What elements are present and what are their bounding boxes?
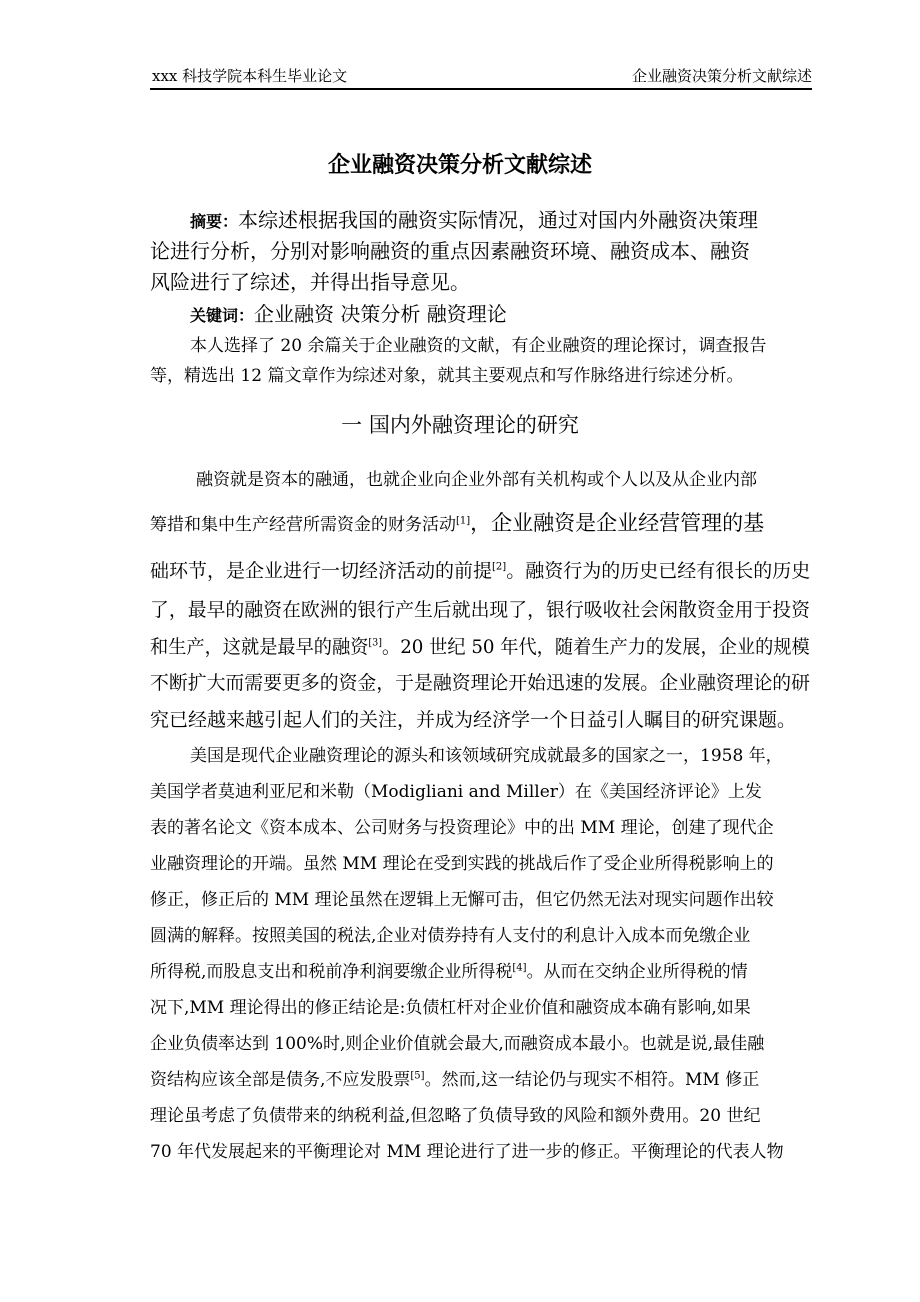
header-doc-title: 企业融资决策分析文献综述 <box>631 67 812 85</box>
para2-line-7-text: 所得税,而股息支出和税前净利润要缴企业所得税 <box>150 962 513 982</box>
para2-line-7 <box>150 959 810 985</box>
keywords-line <box>190 300 810 330</box>
section-heading-1: 一 国内外融资理论的研究 <box>341 413 579 437</box>
para2-line-10 <box>150 1067 810 1093</box>
abstract-text-1: 本综述根据我国的融资实际情况，通过对国内外融资决策理 <box>238 208 759 232</box>
para1-line-4: 了，最早的融资在欧洲的银行产生后就出现了，银行吸收社会闲散资金用于投资 <box>150 599 811 621</box>
abstract-line-2: 论进行分析，分别对影响融资的重点因素融资环境、融资成本、融资 <box>150 239 750 263</box>
header-rule <box>150 88 812 90</box>
citation-3: [3] <box>368 637 382 649</box>
para1-line-2-text: 筹措和集中生产经营所需资金的财务活动 <box>150 515 456 535</box>
citation-5: [5] <box>410 1070 425 1082</box>
running-header <box>152 66 812 88</box>
para2-line-10-tail: 。然而,这一结论仍与现实不相符。MM 修正 <box>424 1070 760 1090</box>
para2-line-6: 圆满的解释。按照美国的税法,企业对债券持有人支付的利息计入成本而免缴企业 <box>150 926 751 946</box>
para1-line-2-tail: ，企业融资是企业经营管理的基 <box>470 511 765 535</box>
para2-line-8: 况下,MM 理论得出的修正结论是:负债杠杆对企业价值和融资成本确有影响,如果 <box>150 998 751 1018</box>
abstract-label: 摘要： <box>190 212 239 231</box>
para1-line-5 <box>150 633 810 661</box>
para2-line-5: 修正，修正后的 MM 理论虽然在逻辑上无懈可击，但它仍然无法对现实问题作出较 <box>150 890 774 910</box>
intro-line-2: 等，精选出 12 篇文章作为综述对象，就其主要观点和写作脉络进行综述分析。 <box>150 366 744 386</box>
para2-line-7-tail: 。从而在交纳企业所得税的情 <box>526 962 748 982</box>
para1-line-2 <box>150 510 810 538</box>
para2-line-10-text: 资结构应该全部是债务,不应发股票 <box>150 1070 411 1090</box>
para1-line-1: 融资就是资本的融通，也就企业向企业外部有关机构或个人以及从企业内部 <box>196 470 757 490</box>
citation-1: [1] <box>456 515 471 527</box>
keywords-label: 关键词： <box>190 306 255 325</box>
para1-line-5-tail: 。20 世纪 50 年代，随着生产力的发展，企业的规模 <box>381 636 810 658</box>
para2-line-3: 表的著名论文《资本成本、公司财务与投资理论》中的出 MM 理论，创建了现代企 <box>150 818 774 838</box>
para2-line-1: 美国是现代企业融资理论的源头和该领域研究成就最多的国家之一，1958 年， <box>190 746 783 766</box>
para1-line-3 <box>150 557 810 585</box>
para1-line-3-text: 础环节，是企业进行一切经济活动的前提 <box>150 560 493 582</box>
para2-line-9: 企业负债率达到 100%时,则企业价值就会最大,而融资成本最小。也就是说,最佳融 <box>150 1034 765 1054</box>
intro-line-1: 本人选择了 20 余篇关于企业融资的文献，有企业融资的理论探讨，调查报告 <box>190 336 767 356</box>
abstract-line-1 <box>190 206 810 236</box>
abstract-line-3: 风险进行了综述，并得出指导意见。 <box>150 270 470 294</box>
para2-line-11: 理论虽考虑了负债带来的纳税利益,但忽略了负债导致的风险和额外费用。20 世纪 <box>150 1106 761 1126</box>
para2-line-4: 业融资理论的开端。虽然 MM 理论在受到实践的挑战后作了受企业所得税影响上的 <box>150 854 774 874</box>
para2-line-2: 美国学者莫迪利亚尼和米勒（Modigliani and Miller）在《美国经济评论》上发 <box>150 782 762 802</box>
para1-line-3-tail: 。融资行为的历史已经有很长的历史 <box>506 560 811 582</box>
para1-line-5-text: 和生产，这就是最早的融资 <box>150 636 369 658</box>
para2-line-12: 70 年代发展起来的平衡理论对 MM 理论进行了进一步的修正。平衡理论的代表人物 <box>150 1142 784 1162</box>
header-school: xxx 科技学院本科生毕业论文 <box>152 67 348 85</box>
citation-2: [2] <box>492 561 507 573</box>
page-title: 企业融资决策分析文献综述 <box>327 153 592 178</box>
citation-4: [4] <box>512 962 527 974</box>
keywords-text: 企业融资 决策分析 融资理论 <box>254 302 507 326</box>
para1-line-6: 不断扩大而需要更多的资金，于是融资理论开始迅速的发展。企业融资理论的研 <box>150 672 811 694</box>
para1-line-7: 究已经越来越引起人们的关注，并成为经济学一个日益引人瞩目的研究课题。 <box>150 709 797 731</box>
